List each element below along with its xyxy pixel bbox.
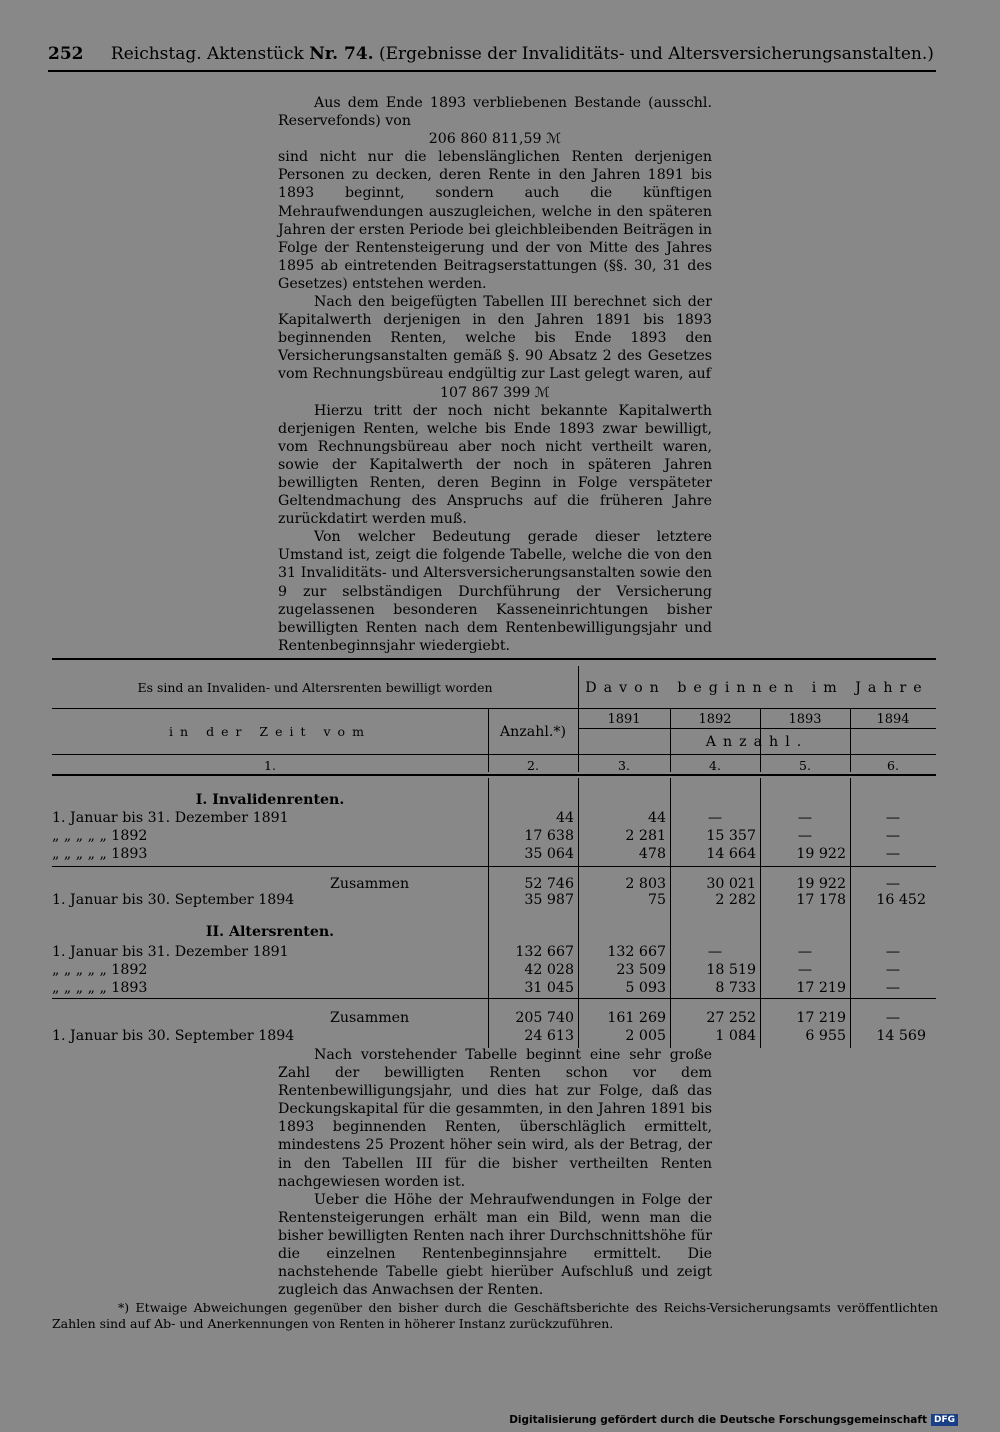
dfg-logo: DFG bbox=[931, 1414, 958, 1426]
cell-count: 132 667 bbox=[515, 944, 574, 960]
cell-count: 205 740 bbox=[515, 1010, 574, 1026]
cell-count: 42 028 bbox=[524, 962, 574, 978]
column-number: 6. bbox=[887, 758, 899, 773]
credit-text: Digitalisierung gefördert durch die Deutsche Forschungsgemeinschaft bbox=[509, 1414, 927, 1426]
cell-1893: 17 219 bbox=[796, 1010, 846, 1026]
cell-1893: — bbox=[797, 944, 813, 960]
header-anzahl: Anzahl. bbox=[705, 734, 809, 750]
cell-count: 44 bbox=[555, 810, 574, 826]
header-granted-rents: Es sind an Invaliden- und Altersrenten bewilligt worden bbox=[137, 680, 493, 695]
header-year-1892: 1892 bbox=[698, 712, 732, 727]
cell-1892: 14 664 bbox=[706, 846, 756, 862]
cell-count: 17 638 bbox=[524, 828, 574, 844]
cell-count: 31 045 bbox=[524, 980, 574, 996]
table-rule bbox=[578, 708, 936, 709]
cell-1894: — bbox=[885, 828, 901, 844]
cell-count: 35 064 bbox=[524, 846, 574, 862]
cell-1892: 18 519 bbox=[706, 962, 756, 978]
row-label: „ „ „ „ „ 1892 bbox=[52, 962, 148, 978]
cell-1894: — bbox=[885, 876, 901, 892]
cell-1894: 16 452 bbox=[876, 892, 926, 908]
cell-1892: 8 733 bbox=[715, 980, 756, 996]
cell-1892: — bbox=[707, 810, 723, 826]
cell-1891: 2 005 bbox=[625, 1028, 666, 1044]
section-title-old-age: II. Altersrenten. bbox=[205, 924, 335, 940]
page-header bbox=[48, 44, 934, 64]
page-number: 252 bbox=[48, 44, 84, 64]
table-rule bbox=[578, 728, 936, 729]
row-label: „ „ „ „ „ 1893 bbox=[52, 846, 148, 862]
cell-1891: 478 bbox=[638, 846, 666, 862]
cell-1891: 75 bbox=[647, 892, 666, 908]
digitization-credit bbox=[509, 1414, 958, 1426]
header-period: in der Zeit vom bbox=[169, 724, 371, 739]
header-year-1893: 1893 bbox=[788, 712, 822, 727]
cell-1891: 5 093 bbox=[625, 980, 666, 996]
row-label: „ „ „ „ „ 1893 bbox=[52, 980, 148, 996]
footnote-text: *) Etwaige Abweichungen gegenüber den bisher durch die Geschäftsberichte des Reichs-Versicherungsamts veröffentlichten Zahlen sind auf Ab- und Anerkennungen von Renten in höherer Instanz zurückzuführen. bbox=[52, 1300, 938, 1331]
cell-1892: 27 252 bbox=[706, 1010, 756, 1026]
header-year-1894: 1894 bbox=[876, 712, 910, 727]
table-rule bbox=[52, 998, 936, 999]
sum-label: Zusammen bbox=[330, 1010, 410, 1026]
cell-1894: — bbox=[885, 944, 901, 960]
row-label: 1. Januar bis 31. Dezember 1891 bbox=[52, 944, 289, 960]
table-rule bbox=[52, 866, 936, 867]
cell-count: 24 613 bbox=[524, 1028, 574, 1044]
header-rule bbox=[48, 70, 936, 72]
cell-1893: 19 922 bbox=[796, 846, 846, 862]
statistics-table bbox=[52, 660, 936, 1050]
section-title-invalidity: I. Invalidenrenten. bbox=[195, 792, 345, 808]
paragraph: Hierzu tritt der noch nicht bekannte Kapitalwerth derjenigen Renten, welche bis Ende 1893 zwar bewilligt, vom Rechnungsbüreau aber noch nicht vertheilt waren, sowie der Kapitalwerth der noch in späteren Jahren bewilligten Renten, deren Beginn in Folge verspäteter Geltendmachung des Anspruchs auf die früheren Jahre zurückdatirt werden muß. bbox=[278, 402, 712, 528]
cell-1894: — bbox=[885, 846, 901, 862]
text-block-top bbox=[278, 94, 712, 655]
cell-1893: — bbox=[797, 828, 813, 844]
column-number: 3. bbox=[618, 758, 630, 773]
header-year-1891: 1891 bbox=[607, 712, 641, 727]
row-label: „ „ „ „ „ 1892 bbox=[52, 828, 148, 844]
row-label: 1. Januar bis 31. Dezember 1891 bbox=[52, 810, 289, 826]
column-number: 1. bbox=[264, 758, 276, 773]
header-title-right: (Ergebnisse der Invaliditäts- und Altersversicherungsanstalten.) bbox=[378, 44, 934, 64]
cell-count: 35 987 bbox=[524, 892, 574, 908]
table-rule bbox=[52, 774, 936, 776]
cell-1891: 44 bbox=[647, 810, 666, 826]
footnote bbox=[52, 1300, 938, 1332]
cell-1892: — bbox=[707, 944, 723, 960]
column-number: 5. bbox=[799, 758, 811, 773]
cell-1891: 2 803 bbox=[625, 876, 666, 892]
cell-1893: 19 922 bbox=[796, 876, 846, 892]
cell-1893: 6 955 bbox=[805, 1028, 846, 1044]
header-title-left: Reichstag. Aktenstück bbox=[110, 44, 304, 64]
cell-1892: 15 357 bbox=[706, 828, 756, 844]
sum-label: Zusammen bbox=[330, 876, 410, 892]
cell-1892: 2 282 bbox=[715, 892, 756, 908]
cell-1894: — bbox=[885, 810, 901, 826]
cell-count: 52 746 bbox=[524, 876, 574, 892]
cell-1893: — bbox=[797, 810, 813, 826]
paragraph: Aus dem Ende 1893 verbliebenen Bestande (ausschl. Reservefonds) von bbox=[278, 95, 712, 130]
cell-1892: 1 084 bbox=[715, 1028, 756, 1044]
cell-1892: 30 021 bbox=[706, 876, 756, 892]
cell-1894: — bbox=[885, 962, 901, 978]
table-rule bbox=[52, 708, 578, 709]
paragraph: sind nicht nur die lebenslänglichen Renten derjenigen Personen zu decken, deren Rente in den Jahren 1891 bis 1893 beginnt, sondern auch die künftigen Mehraufwendungen auszugleichen, welche in den späteren Jahren der ersten Periode bei gleichbleibenden Beiträgen in Folge der Rentensteigerung und der von Mitte des Jahres 1895 ab eintretenden Beitragserstattungen (§§. 30, 31 des Gesetzes) entstehen werden. bbox=[278, 149, 712, 292]
row-label: 1. Januar bis 30. September 1894 bbox=[52, 1028, 295, 1044]
cell-1891: 2 281 bbox=[625, 828, 666, 844]
column-number: 4. bbox=[709, 758, 721, 773]
paragraph: Nach vorstehender Tabelle beginnt eine sehr große Zahl der bewilligten Renten schon vor dem Rentenbewilligungsjahr, und dies hat zur Folge, daß das Deckungskapital für die gesammten, in den Jahren 1891 bis 1893 beginnenden Renten, überschläglich ermittelt, mindestens 25 Prozent höher sein wird, als der Betrag, der in den Tabellen III für die bisher vertheilten Renten nachgewiesen worden ist. bbox=[278, 1047, 712, 1190]
header-begin-year: Davon beginnen im Jahre bbox=[585, 680, 929, 696]
paragraph: Von welcher Bedeutung gerade dieser letztere Umstand ist, zeigt die folgende Tabelle, welche die von den 31 Invaliditäts- und Altersversicherungsanstalten sowie den 9 zur selbständigen Durchführung der Versicherung zugelassenen besonderen Kasseneinrichtungen bisher bewilligten Renten nach dem Rentenbewilligungsjahr und Rentenbeginnsjahr wiedergiebt. bbox=[278, 529, 712, 654]
cell-1894: 14 569 bbox=[876, 1028, 926, 1044]
paragraph: Ueber die Höhe der Mehraufwendungen in Folge der Rentensteigerungen erhält man ein Bild, wenn man die bisher bewilligten Renten nach ihrer Durchschnittshöhe für die einzelnen Rentenbeginnsjahre ermittelt. Die nachstehende Tabelle giebt hierüber Aufschluß und zeigt zugleich das Anwachsen der Renten. bbox=[278, 1191, 712, 1299]
cell-1893: — bbox=[797, 962, 813, 978]
amount-line: 107 867 399 ℳ bbox=[440, 384, 550, 401]
amount-line: 206 860 811,59 ℳ bbox=[428, 131, 562, 148]
document-number: Nr. 74. bbox=[309, 44, 374, 64]
column-number: 2. bbox=[527, 758, 539, 773]
header-count: Anzahl.*) bbox=[499, 724, 567, 740]
paragraph: Nach den beigefügten Tabellen III berechnet sich der Kapitalwerth derjenigen in den Jahren 1891 bis 1893 beginnenden Renten, welche bis Ende 1893 den Versicherungsanstalten gemäß §. 90 Absatz 2 des Gesetzes vom Rechnungsbüreau endgültig zur Last gelegt waren, auf bbox=[278, 294, 712, 383]
cell-1891: 23 509 bbox=[616, 962, 666, 978]
cell-1893: 17 178 bbox=[796, 892, 846, 908]
cell-1891: 132 667 bbox=[607, 944, 666, 960]
cell-1894: — bbox=[885, 980, 901, 996]
text-block-bottom bbox=[278, 1046, 712, 1299]
cell-1893: 17 219 bbox=[796, 980, 846, 996]
cell-1891: 161 269 bbox=[607, 1010, 666, 1026]
cell-1894: — bbox=[885, 1010, 901, 1026]
row-label: 1. Januar bis 30. September 1894 bbox=[52, 892, 295, 908]
table-rule bbox=[52, 754, 936, 755]
